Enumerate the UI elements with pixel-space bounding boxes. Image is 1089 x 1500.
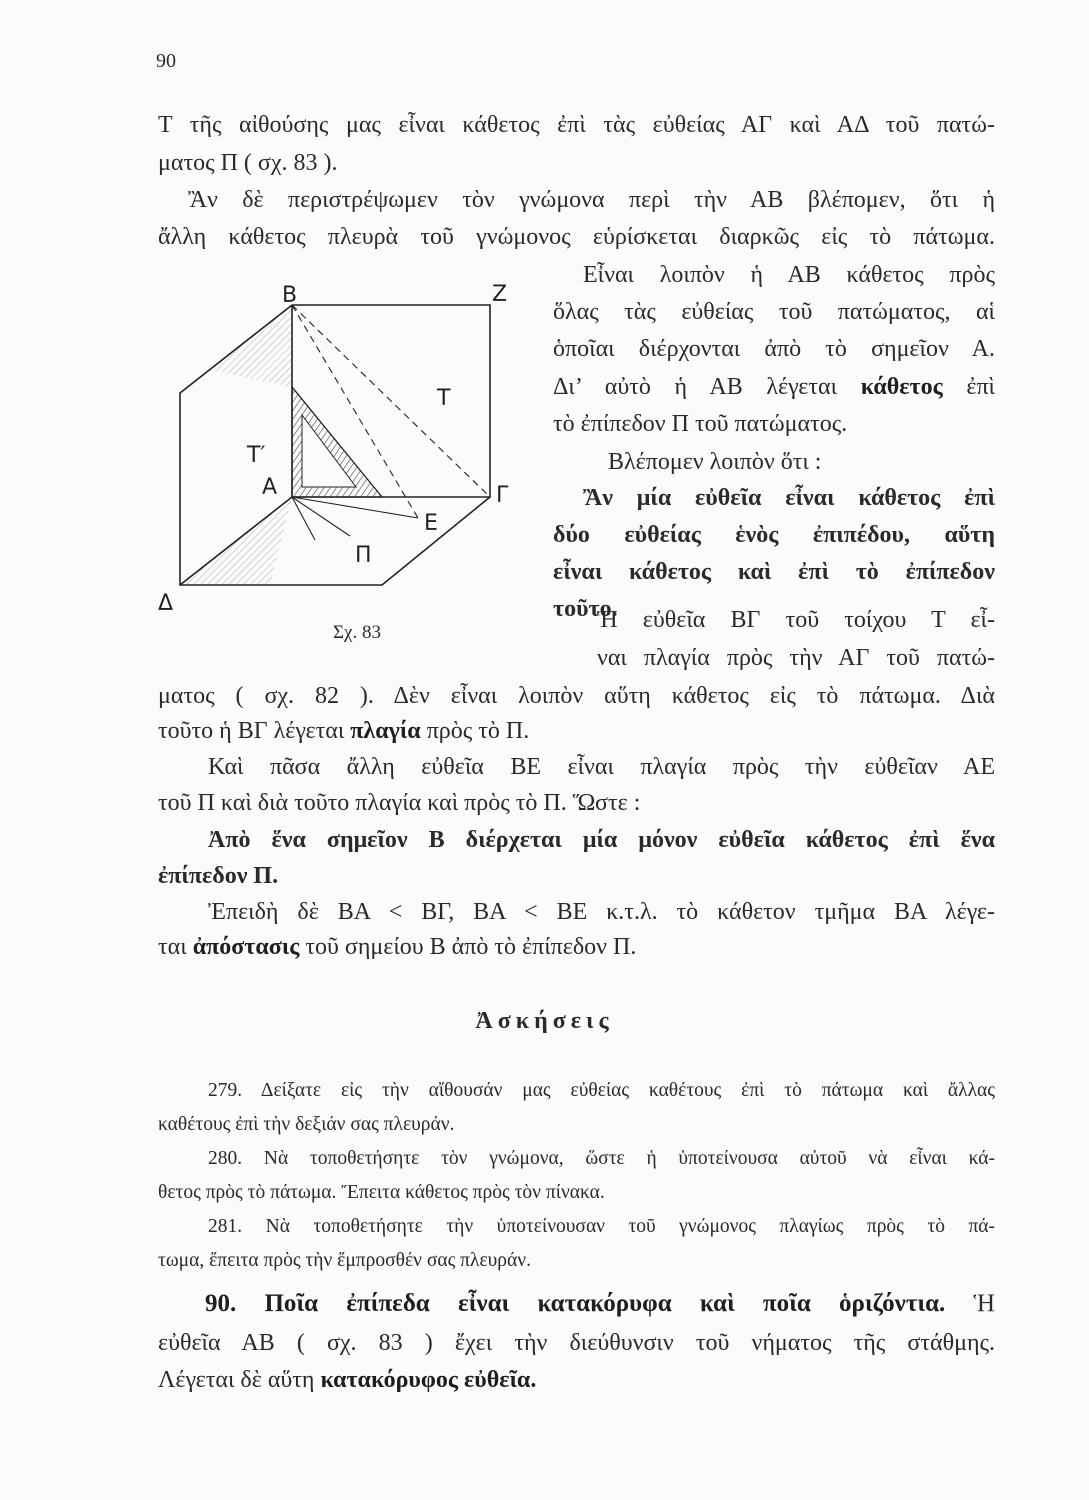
text-span: ται xyxy=(158,934,193,960)
bold-term: πλαγία xyxy=(350,718,421,744)
label-T-prime: Τ′ xyxy=(247,443,266,468)
text-span: Λέγεται δὲ αὕτη xyxy=(158,1367,321,1393)
section-heading-line xyxy=(205,1289,995,1319)
label-B: Β xyxy=(282,283,298,308)
text-line xyxy=(158,932,636,962)
theorem-line: Ἂν μία εὐθεῖα εἶναι κάθετος ἐπὶ xyxy=(583,485,995,511)
figure-caption: Σχ. 83 xyxy=(333,622,381,643)
label-T: Τ xyxy=(437,386,451,411)
text-span: πρὸς τὸ Π. xyxy=(420,718,530,744)
exercise-line: θετος πρὸς τὸ πάτωμα. Ἔπειτα κάθετος πρὸς τὸν πίνακα. xyxy=(158,1182,605,1203)
text-line: Τ τῆς αἰθούσης μας εἶναι κάθετος ἐπὶ τὰς εὐθείας ΑΓ καὶ ΑΔ τοῦ πατώ- xyxy=(158,112,995,138)
text-line: Καὶ πᾶσα ἄλλη εὐθεῖα ΒΕ εἶναι πλαγία πρὸς τὴν εὐθεῖαν ΑΕ xyxy=(208,754,995,780)
text-line: τὸ ἐπίπεδον Π τοῦ πατώματος. xyxy=(553,411,848,437)
bold-term: κάθετος xyxy=(860,374,943,400)
text-span: ἐπὶ xyxy=(966,374,996,400)
text-line: εὐθεῖα ΑΒ ( σχ. 83 ) ἔχει τὴν διεύθυνσιν τοῦ νήματος τῆς στάθμης. xyxy=(158,1330,995,1356)
text-line xyxy=(158,1365,536,1395)
theorem-line: Ἀπὸ ἕνα σημεῖον Β διέρχεται μία μόνον εὐθεῖα κάθετος ἐπὶ ἕνα xyxy=(208,827,995,853)
theorem-line: εἶναι κάθετος καὶ ἐπὶ τὸ ἐπίπεδον xyxy=(553,559,995,585)
theorem-line: ἐπίπεδον Π. xyxy=(158,863,279,889)
label-D: Δ xyxy=(158,591,174,616)
exercise-line: 281. Νὰ τοποθετήσητε τὴν ὑποτείνουσαν τοῦ γνώμονος πλαγίως πρὸς τὸ πά- xyxy=(208,1216,995,1237)
text-line: Ἡ εὐθεῖα ΒΓ τοῦ τοίχου Τ εἶ- xyxy=(597,607,995,633)
text-line: ναι πλαγία πρὸς τὴν ΑΓ τοῦ πατώ- xyxy=(597,645,995,671)
text-line: ἄλλη κάθετος πλευρὰ τοῦ γνώμονος εὑρίσκεται διαρκῶς εἰς τὸ πάτωμα. xyxy=(158,224,995,250)
exercise-line: τωμα, ἔπειτα πρὸς τὴν ἔμπροσθέν σας πλευράν. xyxy=(158,1250,531,1271)
exercise-line: 280. Νὰ τοποθετήσητε τὸν γνώμονα, ὥστε ἡ ὑποτείνουσα αὐτοῦ νὰ εἶναι κά- xyxy=(208,1148,995,1169)
text-line xyxy=(553,372,995,402)
exercise-line: καθέτους ἐπὶ τὴν δεξιάν σας πλευράν. xyxy=(158,1114,455,1135)
section-title: 90. Ποῖα ἐπίπεδα εἶναι κατακόρυφα καὶ ποῖα ὁριζόντια. xyxy=(205,1290,946,1317)
text-line: ὅλας τὰς εὐθείας τοῦ πατώματος, αἱ xyxy=(553,299,995,325)
bold-term: ἀπόστασις xyxy=(192,934,300,960)
text-span: τοῦ σημείου Β ἀπὸ τὸ ἐπίπεδον Π. xyxy=(299,934,637,960)
exercise-line: 279. Δείξατε εἰς τὴν αἴθουσάν μας εὐθείας καθέτους ἐπὶ τὸ πάτωμα καὶ ἄλλας xyxy=(208,1080,995,1101)
square-set-triangle xyxy=(292,387,382,497)
label-A: Α xyxy=(262,475,278,500)
theorem-line: δύο εὐθείας ἑνὸς ἐπιπέδου, αὕτη xyxy=(553,522,995,548)
bold-term: κατακόρυφος εὐθεῖα. xyxy=(320,1367,537,1393)
text-line: τοῦ Π καὶ διὰ τοῦτο πλαγία καὶ πρὸς τὸ Π. Ὥστε : xyxy=(158,790,641,816)
page-number: 90 xyxy=(156,50,176,72)
text-line: ματος Π ( σχ. 83 ). xyxy=(158,150,338,176)
label-P: Π xyxy=(355,543,372,568)
text-line: ματος ( σχ. 82 ). Δὲν εἶναι λοιπὸν αὕτη κάθετος εἰς τὸ πάτωμα. Διὰ xyxy=(158,683,995,709)
text-line: ὁποῖαι διέρχονται ἀπὸ τὸ σημεῖον Α. xyxy=(553,336,995,362)
label-E: Ε xyxy=(424,511,438,536)
left-wall-shading xyxy=(180,305,292,585)
text-line: Εἶναι λοιπὸν ἡ ΑΒ κάθετος πρὸς xyxy=(583,262,995,288)
text-span: Ἡ xyxy=(973,1290,996,1317)
text-span: Δι’ αὐτὸ ἡ ΑΒ λέγεται xyxy=(553,374,861,400)
text-line xyxy=(158,716,529,746)
label-G: Γ xyxy=(496,483,509,508)
exercises-heading: Ἀσκήσεις xyxy=(475,1008,614,1034)
label-Z: Ζ xyxy=(492,282,508,307)
figure-83 xyxy=(140,270,540,620)
theorem-line: τοῦτο. xyxy=(553,596,618,622)
text-span: τοῦτο ἡ ΒΓ λέγεται xyxy=(158,718,351,744)
text-line: Ἂν δὲ περιστρέψωμεν τὸν γνώμονα περὶ τὴν ΑΒ βλέπομεν, ὅτι ἡ xyxy=(188,187,995,213)
text-line: Ἐπειδὴ δὲ ΒΑ < ΒΓ, ΒΑ < ΒΕ κ.τ.λ. τὸ κάθετον τμῆμα ΒΑ λέγε- xyxy=(208,899,995,925)
text-line: Βλέπομεν λοιπὸν ὅτι : xyxy=(608,449,822,475)
